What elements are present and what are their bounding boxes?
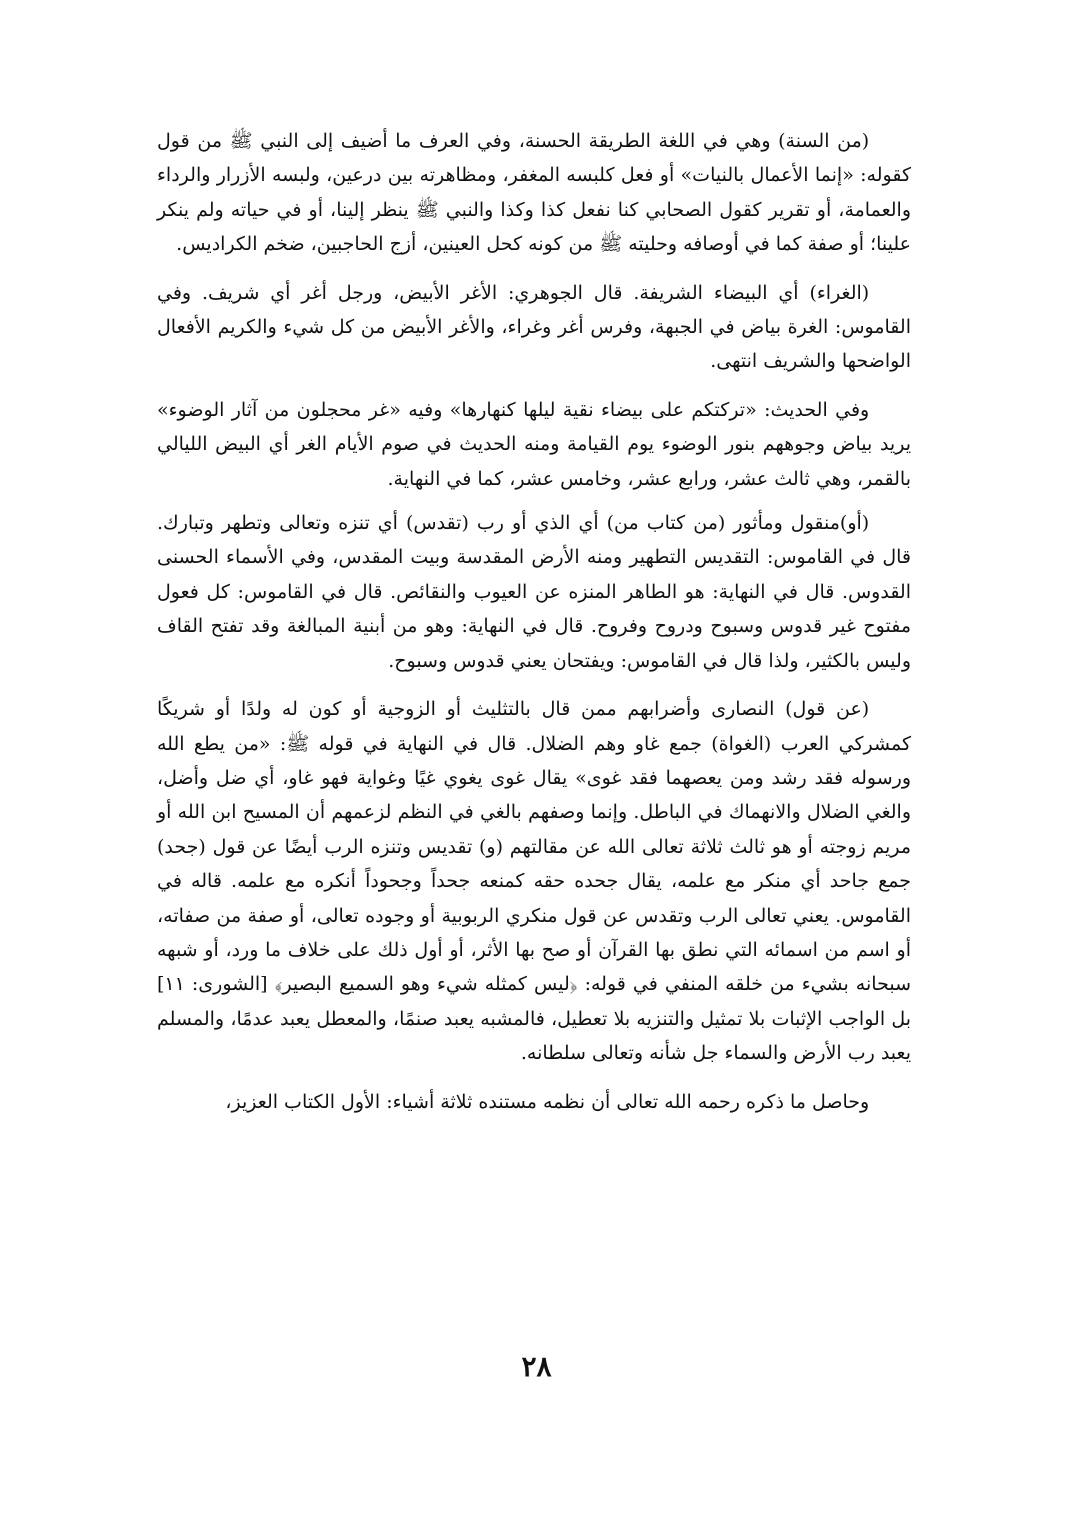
paragraph-hadith: وفي الحديث: «تركتكم على بيضاء نقية ليلها كنهارها» وفيه «غر محجلون من آثار الوضوء» يريد بياض وجوههم بنور الوضوء يوم القيامة ومنه الحديث في صوم الأيام الغر أي البيض الليالي بالقمر، وهي ثالث عشر، ورابع عشر، وخامس عشر، كما في النهاية. — [157, 398, 911, 490]
paragraph-summary: وحاصل ما ذكره رحمه الله تعالى أن نظمه مستنده ثلاثة أشياء: الأول الكتاب العزيز، — [225, 1090, 870, 1113]
body-text — [157, 124, 911, 1119]
page-number: ٢٨ — [521, 1350, 552, 1383]
paragraph-taqaddus: (أو)منقول ومأثور (من كتاب من) أي الذي أو رب (تقدس) أي تنزه وتعالى وتطهر وتبارك. قال في القاموس: التقديس التطهير ومنه الأرض المقدسة وبيت المقدس، وفي الأسماء الحسنى القدوس. قال في النهاية: هو الطاهر المنزه عن العيوب والنقائص. قال في القاموس: كل فعول مفتوح غير قدوس وسبوح ودروح وفروح. قال في النهاية: وهو من أبنية المبالغة وقد تفتح القاف وليس بالكثير، ولذا قال في القاموس: ويفتحان يعني قدوس وسبوح. — [157, 512, 911, 672]
paragraph-gharra: (الغراء) أي البيضاء الشريفة. قال الجوهري: الأغر الأبيض، ورجل أغر أي شريف. وفي القاموس: الغرة بياض في الجبهة، وفرس أغر وغراء، والأغر الأبيض من كل شيء والكريم الأفعال الواضحها والشريف انتهى. — [157, 281, 911, 373]
paragraph-qawl: (عن قول) النصارى وأضرابهم ممن قال بالتثليث أو الزوجية أو كون له ولدًا أو شريكًا كمشركي العرب (الغواة) جمع غاو وهم الضلال. قال في النهاية في قوله ﷺ: «من يطع الله ورسوله فقد رشد ومن يعصهما فقد غوى» يقال غوى يغوي غيًا وغواية فهو غاو، أي ضل وأضل، والغي الضلال والانهماك في الباطل. وإنما وصفهم بالغي في النظم لزعمهم أن المسيح ابن الله أو مريم زوجته أو هو ثالث ثلاثة تعالى الله عن مقالتهم (و) تقديس وتنزه الرب أيضًا عن قول (جحد) جمع جاحد أي منكر مع علمه، يقال جحده حقه كمنعه جحداً وجحوداً أنكره مع علمه. قاله في القاموس. يعني تعالى الرب وتقدس عن قول منكري الربوبية أو وجوده تعالى، أو صفة من صفاته، أو اسم من اسمائه التي نطق بها القرآن أو صح بها الأثر، أو أول ذلك على خلاف ما ورد، أو شبهه سبحانه بشيء من خلقه المنفي في قوله: ﴿ليس كمثله شيء وهو السميع البصير﴾ [الشورى: ١١] بل الواجب الإثبات بلا تمثيل والتنزيه بلا تعطيل، فالمشبه يعبد صنمًا، والمعطل يعبد عدمًا، والمسلم يعبد رب الأرض والسماء جل شأنه وتعالى سلطانه. — [157, 698, 911, 1065]
paragraph-sunnah: (من السنة) وهي في اللغة الطريقة الحسنة، وفي العرف ما أضيف إلى النبي ﷺ من قول كقوله: «إنما الأعمال بالنيات» أو فعل كلبسه المغفر، ومظاهرته بين درعين، ولبسه الأزرار والرداء والعمامة، أو تقرير كقول الصحابي كنا نفعل كذا وكذا والنبي ﷺ ينظر إلينا، أو في حياته ولم ينكر علينا؛ أو صفة كما في أوصافه وحليته ﷺ من كونه كحل العينين، أزج الحاجبين، ضخم الكراديس. — [157, 130, 911, 256]
